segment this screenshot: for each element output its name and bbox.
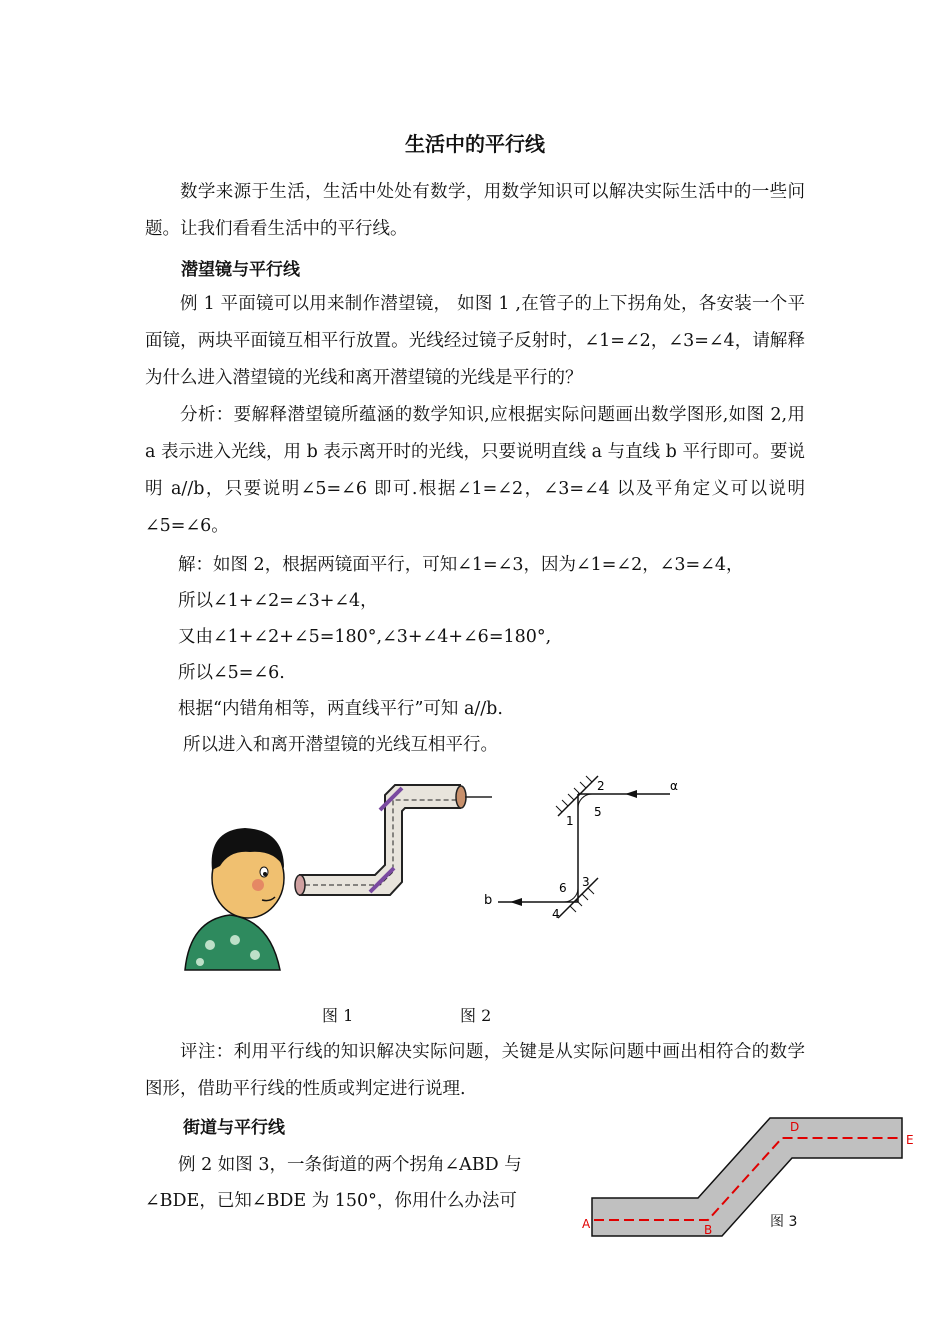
- section-heading-street: 街道与平行线: [183, 1118, 285, 1138]
- figure-3-street-diagram: [580, 1110, 920, 1240]
- periscope-pipe: [295, 785, 492, 895]
- solution-line-3: 又由∠1+∠2+∠5=180°,∠3+∠4+∠6=180°,: [178, 627, 552, 647]
- comment-paragraph: 评注：利用平行线的知识解决实际问题，关键是从实际问题中画出相符合的数学图形，借助平行线的性质或判定进行说理.: [145, 1042, 805, 1099]
- solution-line-4: 所以∠5=∠6.: [178, 663, 285, 683]
- street-label-e: E: [906, 1133, 914, 1147]
- section-heading-periscope: 潜望镜与平行线: [181, 260, 300, 280]
- solution-line-2: 所以∠1+∠2=∠3+∠4，: [178, 591, 378, 611]
- label-4: 4: [552, 907, 560, 921]
- ray-b-arrowhead: [510, 898, 522, 906]
- angle-arc-upper: [578, 794, 592, 808]
- example-1-paragraph: 例 1 平面镜可以用来制作潜望镜， 如图 1 ,在管子的上下拐角处，各安装一个平面镜，两块平面镜互相平行放置。光线经过镜子反射时，∠1=∠2，∠3=∠4，请解释为什么进入潜望镜的光线和离开潜望镜的光线是平行的？: [145, 294, 805, 388]
- label-6: 6: [559, 881, 567, 895]
- figure-2-caption: 图 2: [460, 1006, 492, 1025]
- figure-2-ray-diagram: [470, 768, 700, 928]
- label-alpha: α: [670, 779, 678, 793]
- label-3: 3: [582, 875, 590, 889]
- street-label-b: B: [704, 1223, 713, 1237]
- boy-illustration: [185, 828, 284, 970]
- figure-1-caption: 图 1: [322, 1006, 354, 1025]
- figure-3-caption: 图 3: [770, 1214, 798, 1230]
- label-5: 5: [594, 805, 602, 819]
- label-1: 1: [566, 814, 574, 828]
- example-2-line-1: 例 2 如图 3，一条街道的两个拐角∠ABD 与: [178, 1155, 522, 1175]
- solution-line-5: 根据“内错角相等，两直线平行”可知 a//b.: [178, 699, 503, 719]
- example-2-line-2: ∠BDE，已知∠BDE 为 150°，你用什么办法可: [145, 1191, 517, 1211]
- page-title: 生活中的平行线: [405, 132, 545, 156]
- label-2: 2: [597, 779, 605, 793]
- street-label-d: D: [790, 1120, 800, 1134]
- street-label-a: A: [582, 1217, 591, 1231]
- upper-mirror: [556, 776, 598, 816]
- solution-line-1: 解：如图 2，根据两镜面平行，可知∠1=∠3，因为∠1=∠2，∠3=∠4，: [178, 555, 744, 575]
- intro-paragraph: 数学来源于生活，生活中处处有数学，用数学知识可以解决实际生活中的一些问题。让我们看看生活中的平行线。: [145, 182, 805, 239]
- solution-line-6: 所以进入和离开潜望镜的光线互相平行。: [183, 735, 498, 755]
- label-b: b: [484, 893, 493, 908]
- ray-a-arrowhead: [625, 790, 637, 798]
- analysis-paragraph: 分析：要解释潜望镜所蕴涵的数学知识,应根据实际问题画出数学图形,如图 2,用 a 表示进入光线，用 b 表示离开时的光线，只要说明直线 a 与直线 b 平行即可。要说明 a//b，只要说明∠5=∠6 即可.根据∠1=∠2，∠3=∠4 以及平角定义可以说明∠5=∠6。: [145, 405, 805, 536]
- figure-1-periscope-illustration: [180, 770, 500, 980]
